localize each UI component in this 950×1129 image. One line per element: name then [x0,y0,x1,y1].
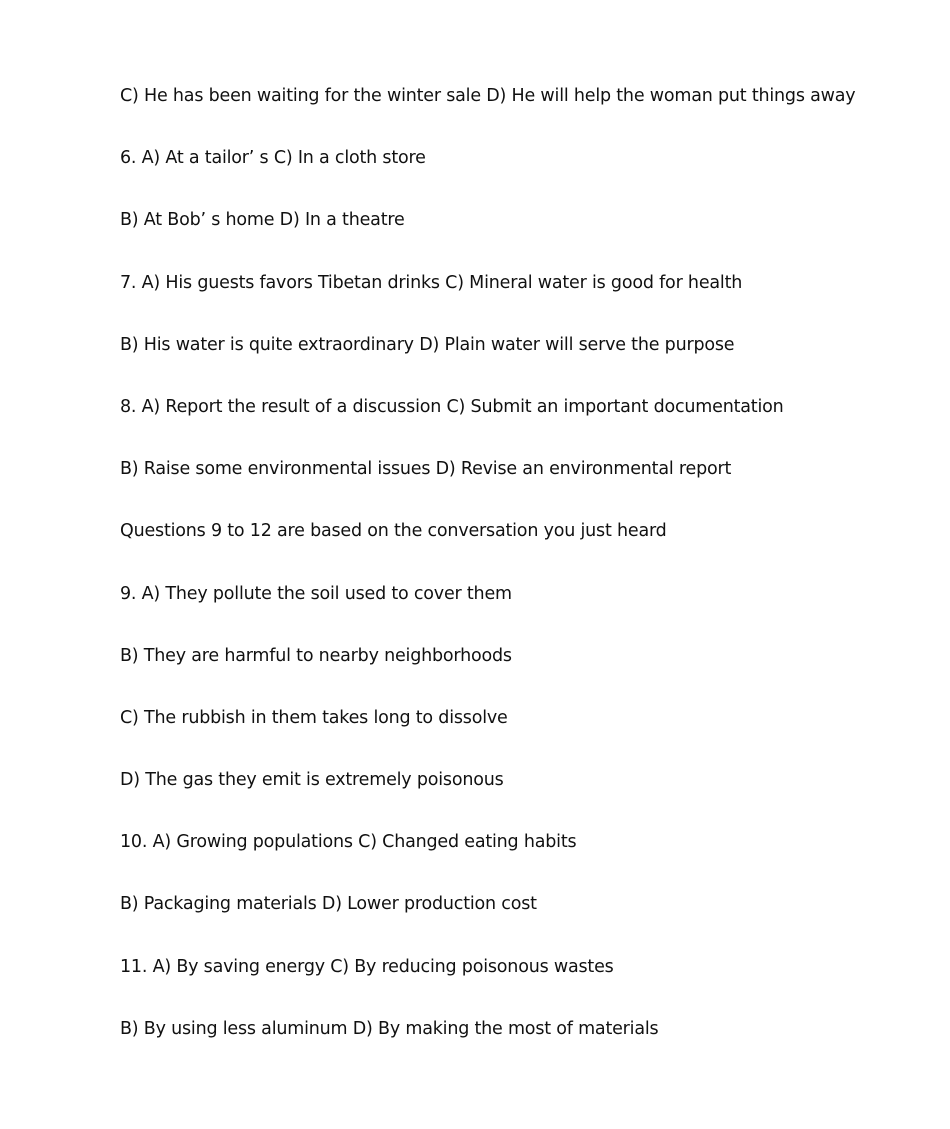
option-line-9d: D) The gas they emit is extremely poisonous [120,770,504,791]
option-line-7bd: B) His water is quite extraordinary D) Plain water will serve the purpose [120,334,735,355]
option-line-6ac: 6. A) At a tailor’ s C) In a cloth store [120,148,426,169]
option-line-10ac: 10. A) Growing populations C) Changed eating habits [120,832,577,853]
option-line-9c: C) The rubbish in them takes long to dissolve [120,707,508,728]
section-instruction: Questions 9 to 12 are based on the conversation you just heard [120,521,667,542]
option-line-9a: 9. A) They pollute the soil used to cover them [120,583,512,604]
option-line-11ac: 11. A) By saving energy C) By reducing poisonous wastes [120,956,614,977]
option-line-11bd: B) By using less aluminum D) By making the most of materials [120,1018,659,1039]
option-line-9b: B) They are harmful to nearby neighborhoods [120,645,512,666]
option-line-5cd: C) He has been waiting for the winter sale D) He will help the woman put things away [120,86,856,106]
question-lines [120,84,920,1079]
option-line-8ac: 8. A) Report the result of a discussion C) Submit an important documentation [120,396,784,417]
option-line-10bd: B) Packaging materials D) Lower production cost [120,894,537,915]
option-line-7ac: 7. A) His guests favors Tibetan drinks C) Mineral water is good for health [120,272,743,293]
option-line-6bd: B) At Bob’ s home D) In a theatre [120,210,405,231]
option-line-8bd: B) Raise some environmental issues D) Revise an environmental report [120,459,732,480]
